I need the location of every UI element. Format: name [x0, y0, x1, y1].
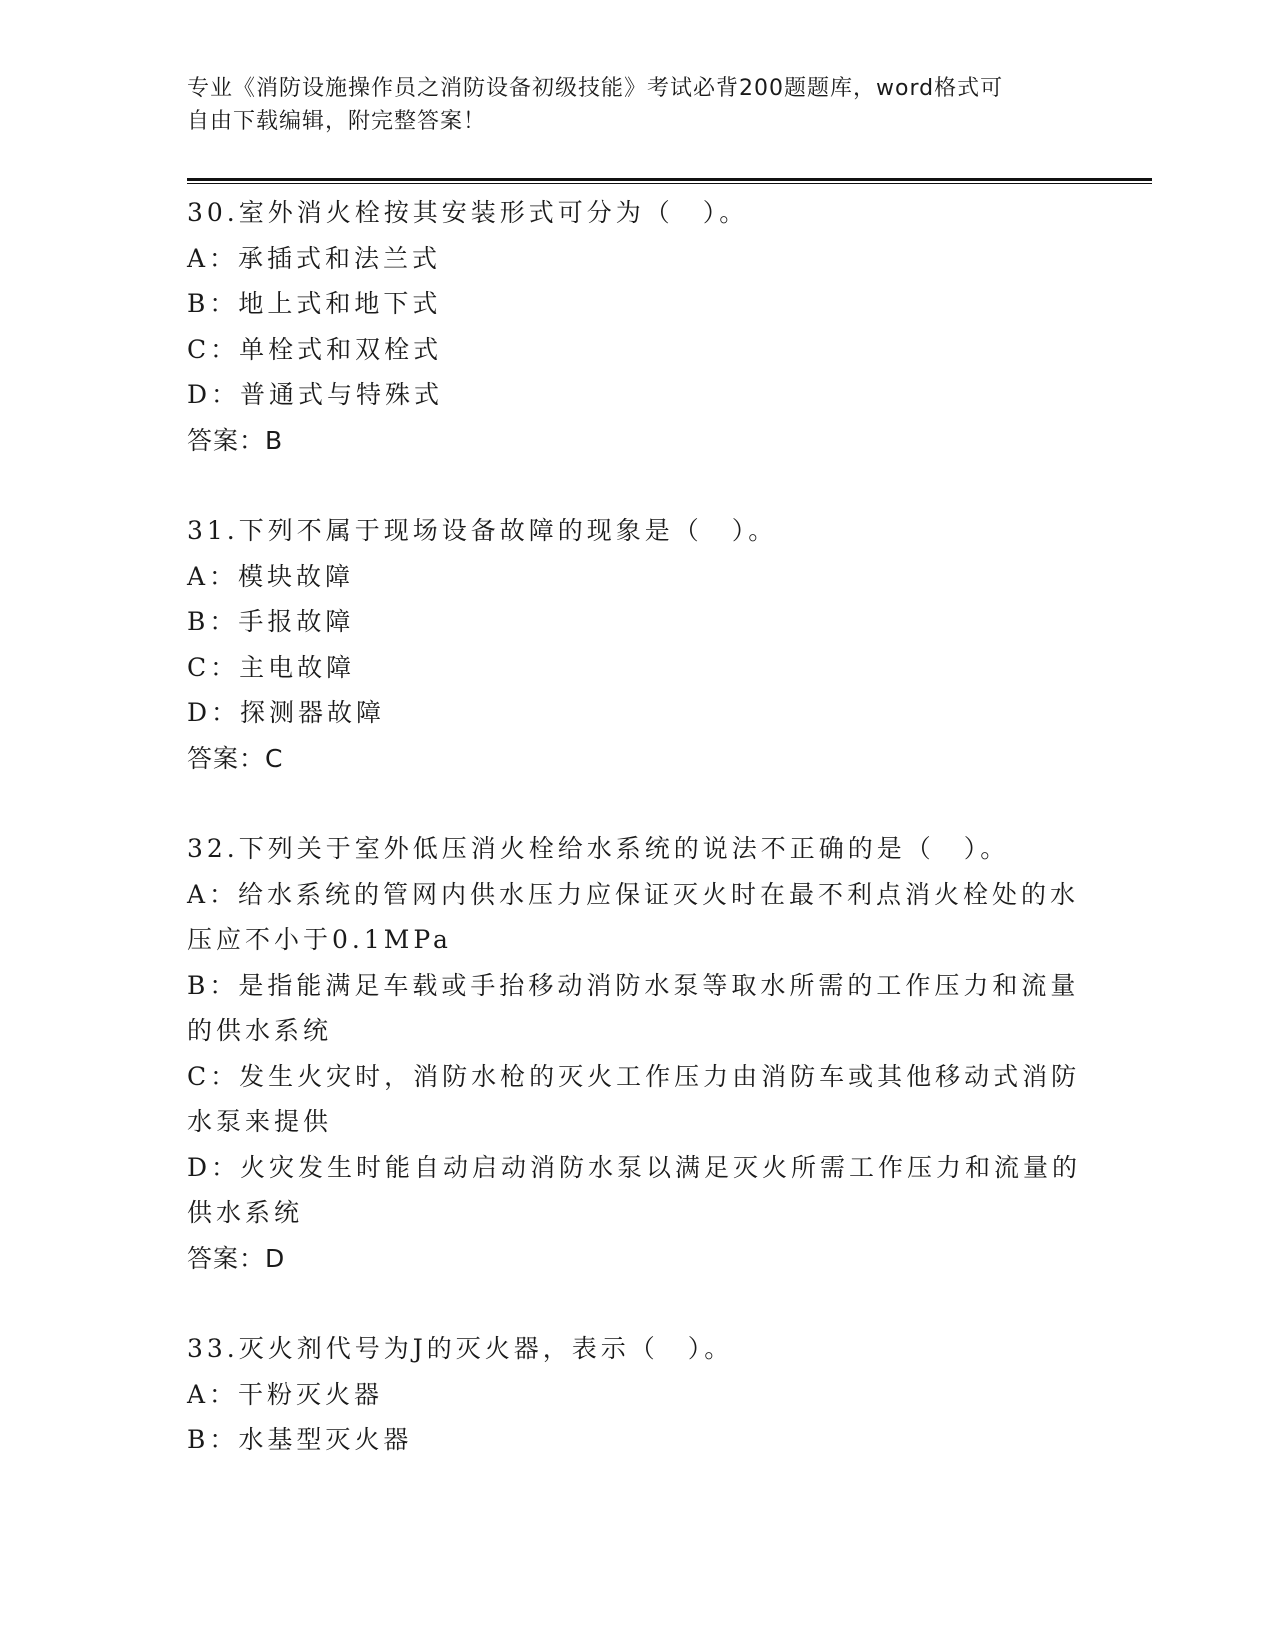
- option-d-continued: 供水系统: [187, 1198, 304, 1227]
- answer-text: 答案：D: [187, 1243, 286, 1273]
- option-b: B：是指能满足车载或手抬移动消防水泵等取水所需的工作压力和流量: [187, 970, 1080, 1000]
- option-a-continued: 压应不小于0.1MPa: [187, 925, 452, 954]
- option-a: A：给水系统的管网内供水压力应保证灭火时在最不利点消火栓处的水: [187, 879, 1080, 909]
- header-divider: [187, 178, 1152, 184]
- answer-text: 答案：B: [187, 425, 284, 455]
- question-stem: 33.灭火剂代号为J的灭火器，表示（ ）。: [187, 1334, 734, 1363]
- header-line-1: 专业《消防设施操作员之消防设备初级技能》考试必背200题题库，word格式可: [187, 76, 1004, 101]
- question-30: [187, 190, 1067, 463]
- question-stem: 32.下列关于室外低压消火栓给水系统的说法不正确的是（ ）。: [187, 834, 1010, 863]
- option-d: D：探测器故障: [187, 698, 386, 727]
- question-32: [187, 826, 1082, 1281]
- option-c: C：发生火灾时，消防水枪的灭火工作压力由消防车或其他移动式消防: [187, 1061, 1081, 1091]
- option-b: B：手报故障: [187, 607, 355, 636]
- header-line-2: 自由下载编辑，附完整答案！: [187, 109, 487, 134]
- question-33: [187, 1326, 1067, 1463]
- option-a: A：承插式和法兰式: [187, 243, 442, 273]
- option-b: B：水基型灭火器: [187, 1425, 413, 1454]
- option-d: D：普通式与特殊式: [187, 380, 444, 409]
- option-c: C：主电故障: [187, 652, 356, 682]
- question-31: [187, 508, 1067, 781]
- option-a: A：模块故障: [187, 561, 355, 591]
- document-header: [187, 72, 1087, 138]
- question-stem: 31.下列不属于现场设备故障的现象是（ ）。: [187, 516, 778, 545]
- question-stem: 30.室外消火栓按其安装形式可分为（ ）。: [187, 198, 749, 227]
- option-b-continued: 的供水系统: [187, 1016, 333, 1045]
- option-a: A：干粉灭火器: [187, 1379, 384, 1409]
- option-c: C：单栓式和双栓式: [187, 334, 443, 364]
- question-list: [187, 190, 1082, 1508]
- option-d: D：火灾发生时能自动启动消防水泵以满足灭火所需工作压力和流量的: [187, 1152, 1082, 1182]
- answer-text: 答案：C: [187, 743, 284, 773]
- option-b: B：地上式和地下式: [187, 289, 442, 318]
- option-c-continued: 水泵来提供: [187, 1107, 333, 1136]
